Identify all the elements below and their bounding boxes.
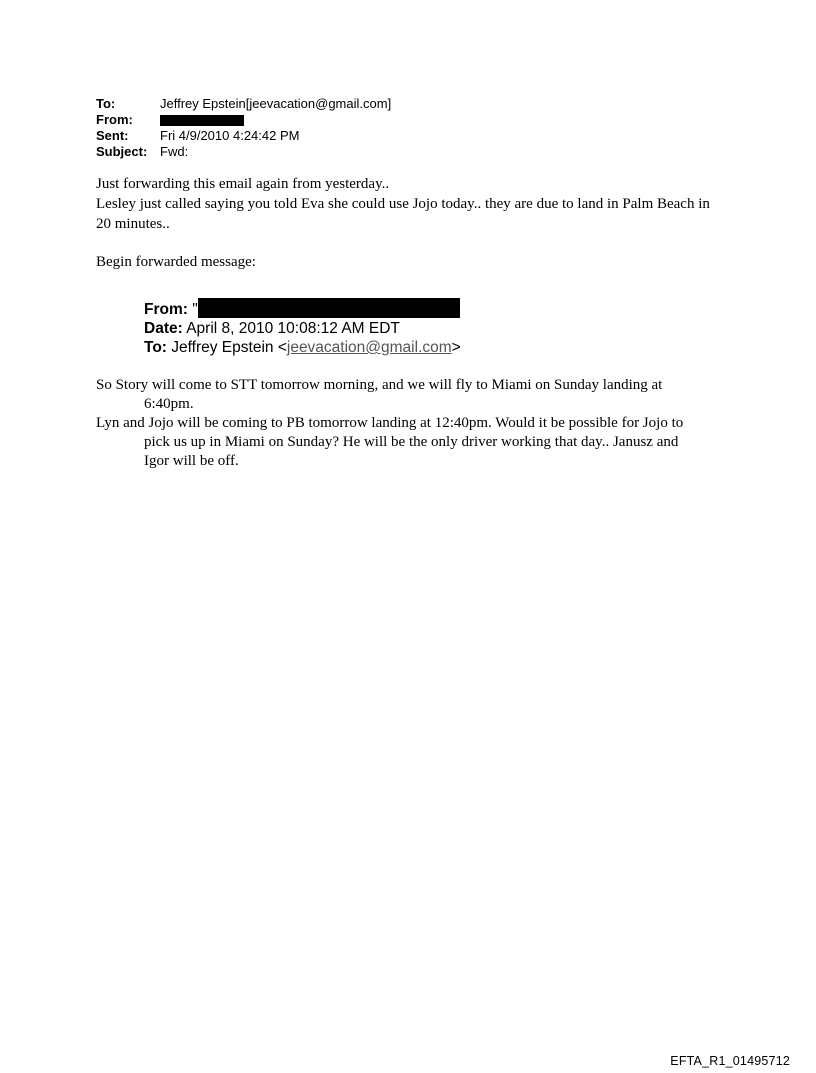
from-label: From: (96, 112, 133, 127)
forwarded-header (144, 300, 461, 357)
fwd-to-close: > (451, 339, 461, 356)
fwd-to-email-link[interactable]: jeevacation@gmail.com (286, 339, 452, 356)
fwd-date-value: April 8, 2010 10:08:12 AM EDT (186, 320, 400, 337)
fwd-date-label: Date: (144, 320, 183, 337)
body-line-2: Lesley just called saying you told Eva she could use Jojo today.. they are due to land in Palm Beach in 20 minutes.. (96, 196, 710, 232)
sent-label: Sent: (96, 128, 129, 143)
fwd-from-label: From: (144, 301, 188, 318)
redaction-bar (198, 298, 460, 318)
subject-value: Fwd: (160, 144, 189, 159)
fwd-from-prefix: " (192, 301, 198, 318)
to-value: Jeffrey Epstein[jeevacation@gmail.com] (160, 96, 392, 111)
email-body (96, 174, 716, 272)
sent-value: Fri 4/9/2010 4:24:42 PM (160, 128, 300, 143)
fwd-to-row (144, 338, 461, 357)
fwd-paragraph-2: Lyn and Jojo will be coming to PB tomorrow landing at 12:40pm. Would it be possible for Jojo to pick us up in Miami on Sunday? He will be the only driver working that day.. Janusz and Igor will be off. (96, 415, 684, 469)
to-label: To: (96, 96, 116, 111)
fwd-from-row (144, 300, 461, 319)
fwd-to-name: Jeffrey Epstein < (171, 339, 287, 356)
body-line-3: Begin forwarded message: (96, 254, 256, 270)
from-value (160, 112, 244, 128)
fwd-paragraph-1: So Story will come to STT tomorrow morning, and we will fly to Miami on Sunday landing at 6:40pm. (96, 377, 663, 412)
fwd-to-label: To: (144, 339, 167, 356)
redaction-bar (160, 115, 244, 126)
fwd-date-row (144, 319, 461, 338)
subject-label: Subject: (96, 144, 148, 159)
forwarded-body (96, 376, 696, 471)
body-line-1: Just forwarding this email again from yesterday.. (96, 176, 390, 192)
document-id: EFTA_R1_01495712 (670, 1054, 790, 1068)
